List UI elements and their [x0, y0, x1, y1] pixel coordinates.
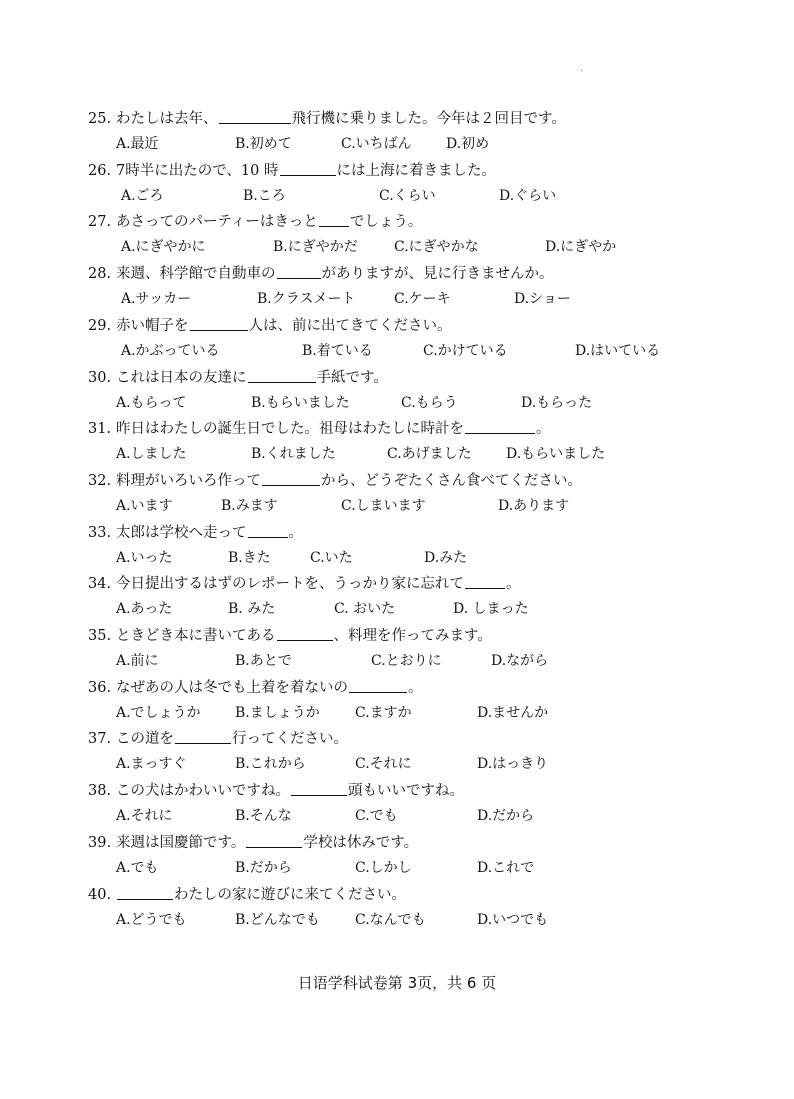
question-stem	[88, 470, 582, 492]
question-number: 35.	[88, 628, 112, 644]
answer-blank	[349, 678, 407, 693]
stem-text-after: 手紙です。	[316, 369, 388, 386]
question-number: 37.	[88, 731, 112, 748]
option-c: C.ケーキ	[394, 291, 451, 308]
stem-text-after: 。	[536, 421, 551, 438]
option-b: B.クラスメート	[257, 291, 356, 308]
question-stem	[88, 832, 418, 854]
option-c: C.しかし	[355, 859, 412, 876]
question-34	[88, 573, 728, 621]
stem-text-after: 学校は休みです。	[303, 834, 419, 851]
question-number: 34.	[88, 576, 112, 593]
answer-blank	[175, 729, 231, 744]
stem-text-before: これは日本の友達に	[116, 369, 247, 386]
question-stem	[88, 160, 496, 182]
stem-text-before: 太郎は学校へ走って	[116, 524, 247, 541]
option-c: C.なんでも	[355, 911, 426, 928]
option-b: B.着ている	[302, 342, 373, 359]
option-d: D.にぎやか	[545, 239, 617, 256]
option-b: B.だから	[235, 859, 292, 876]
stem-text-after: 。	[506, 576, 521, 593]
question-number: 30.	[88, 369, 112, 386]
option-a: A.サッカー	[121, 291, 192, 308]
question-number: 32.	[88, 472, 112, 489]
question-number: 33.	[88, 524, 112, 541]
option-d: D.これで	[477, 859, 535, 876]
question-number: 40.	[88, 886, 112, 903]
answer-blank	[465, 574, 505, 589]
question-stem	[88, 573, 521, 595]
option-b: B.あとで	[235, 653, 292, 669]
option-c: C.でも	[355, 808, 398, 825]
stem-text-before: この犬はかわいいですね。	[116, 783, 290, 800]
answer-blank	[248, 523, 288, 538]
stem-text-after: 飛行機に乗りました。今年は２回目です。	[291, 111, 566, 127]
question-stem	[88, 625, 492, 647]
stem-text-after: 人は、前に出てきてください。	[248, 317, 452, 334]
question-39	[88, 832, 728, 880]
answer-blank	[280, 161, 336, 176]
option-d: D.もらいました	[506, 446, 606, 463]
option-c: C.いちばん	[341, 136, 412, 152]
answer-blank	[277, 626, 333, 641]
question-number: 39.	[88, 834, 112, 851]
question-stem	[88, 780, 464, 802]
stem-text-after: から、どうぞたくさん食べてください。	[321, 472, 582, 489]
stem-text-before: あさってのパーティーはきっと	[116, 214, 318, 231]
option-a: A.どうでも	[116, 911, 187, 928]
question-number: 31.	[88, 421, 112, 438]
option-b: B.みます	[221, 497, 278, 514]
stem-text-after: 。	[288, 524, 303, 541]
option-c: C.あげました	[387, 446, 472, 463]
question-33	[88, 522, 728, 570]
question-stem	[88, 108, 566, 130]
option-d: D.あります	[498, 497, 570, 514]
option-a: A.もらって	[116, 394, 187, 411]
option-d: D. しまった	[453, 601, 529, 618]
question-number: 26.	[88, 162, 112, 179]
stem-text-before: 料理がいろいろ作って	[116, 472, 261, 489]
question-stem	[88, 884, 406, 906]
question-number: 29.	[88, 317, 112, 334]
stem-text-after: には上海に着きました。	[336, 162, 496, 179]
option-a: A.まっすぐ	[116, 756, 187, 773]
option-b: B.くれました	[251, 446, 336, 463]
option-b: B. みた	[228, 601, 276, 618]
option-d: D.ショー	[514, 291, 571, 308]
question-number: 25.	[88, 111, 112, 127]
question-28	[88, 263, 728, 311]
question-35	[88, 625, 728, 673]
stem-text-before: なぜあの人は冬でも上着を着ないの	[116, 679, 348, 696]
answer-blank	[190, 316, 248, 331]
answer-blank	[248, 368, 316, 383]
option-a: A.あった	[116, 601, 173, 618]
stem-text-before: 来週、科学館で自動車の	[116, 266, 276, 283]
question-stem	[88, 418, 551, 440]
answer-blank	[219, 109, 291, 124]
question-31	[88, 418, 728, 466]
stem-text-before: 来週は国慶節です。	[116, 834, 246, 851]
stem-text-after: がありますが、見に行きませんか。	[321, 266, 554, 283]
question-25	[88, 108, 728, 156]
option-d: D.はいている	[575, 342, 661, 359]
question-stem	[88, 367, 388, 389]
option-a: A.にぎやかに	[121, 239, 206, 256]
scan-dot: ·	[580, 66, 584, 77]
option-b: B.これから	[235, 756, 306, 773]
question-number: 38.	[88, 783, 112, 800]
option-a: A.しました	[116, 446, 187, 463]
question-40	[88, 884, 728, 932]
option-c: C.ますか	[355, 704, 412, 721]
stem-text-before: 赤い帽子を	[116, 317, 189, 334]
option-d: D.いつでも	[477, 911, 549, 928]
stem-text-after: 行ってください。	[232, 731, 348, 748]
question-26	[88, 160, 728, 208]
answer-blank	[246, 833, 302, 848]
option-c: C.にぎやかな	[394, 239, 479, 256]
stem-text-before: ときどき本に書いてある	[116, 628, 276, 644]
option-a: A.かぶっている	[121, 342, 220, 359]
question-stem	[88, 677, 423, 699]
option-b: B.にぎやかだ	[273, 239, 358, 256]
option-d: D.ませんか	[477, 704, 549, 721]
answer-blank	[291, 781, 347, 796]
answer-blank	[465, 419, 535, 434]
option-d: D.みた	[424, 549, 468, 566]
question-number: 28.	[88, 266, 112, 283]
stem-text-after: 頭もいいですね。	[348, 783, 464, 800]
option-c: C.いた	[310, 549, 353, 566]
option-b: B.初めて	[235, 136, 292, 152]
question-stem	[88, 728, 348, 750]
question-37	[88, 728, 728, 776]
question-29	[88, 315, 728, 363]
option-b: B.どんなでも	[235, 911, 320, 928]
answer-blank	[277, 264, 321, 279]
option-b: B.ましょうか	[235, 704, 320, 721]
option-c: C.くらい	[379, 187, 436, 204]
stem-text-before: わたしは去年、	[116, 111, 218, 127]
question-36	[88, 677, 728, 725]
stem-text-before: 昨日はわたしの誕生日でした。祖母はわたしに時計を	[116, 421, 464, 438]
question-stem	[88, 263, 554, 285]
option-a: A.最近	[116, 136, 159, 152]
stem-text-after: わたしの家に遊びに来てください。	[174, 886, 406, 903]
question-number: 27.	[88, 214, 112, 231]
option-a: A.前に	[116, 653, 159, 669]
option-d: D.ぐらい	[499, 187, 557, 204]
option-b: B.そんな	[235, 808, 292, 825]
option-d: D.だから	[477, 808, 535, 825]
option-a: A.ごろ	[121, 187, 164, 204]
option-d: D.初め	[446, 136, 490, 152]
option-c: C.とおりに	[371, 653, 442, 669]
option-b: B.もらいました	[251, 394, 350, 411]
question-38	[88, 780, 728, 828]
option-c: C. おいた	[334, 601, 396, 618]
question-number: 36.	[88, 679, 112, 696]
stem-text-before: 7時半に出たので、10 時	[116, 162, 279, 179]
stem-text-before: 今日提出するはずのレポートを、うっかり家に忘れて	[116, 576, 464, 593]
option-b: B.きた	[228, 549, 271, 566]
option-a: A.それに	[116, 808, 173, 825]
question-stem	[88, 211, 422, 233]
option-a: A.でも	[116, 859, 159, 876]
answer-blank	[262, 471, 320, 486]
question-32	[88, 470, 728, 518]
page-footer: 日语学科试卷第 3页，共 6 页	[297, 974, 497, 992]
answer-blank	[319, 212, 349, 227]
question-30	[88, 367, 728, 415]
stem-text-before: この道を	[116, 731, 174, 748]
option-c: C.しまいます	[341, 497, 426, 514]
stem-text-after: 、料理を作ってみます。	[333, 628, 492, 644]
option-d: D.ながら	[491, 653, 549, 669]
option-c: C.それに	[355, 756, 412, 773]
option-d: D.もらった	[521, 394, 593, 411]
question-stem	[88, 522, 303, 544]
option-c: C.もらう	[401, 394, 458, 411]
stem-text-after: でしょう。	[349, 214, 423, 231]
question-27	[88, 211, 728, 259]
option-b: B.ころ	[243, 187, 286, 204]
option-c: C.かけている	[423, 342, 508, 359]
option-a: A.います	[116, 497, 173, 514]
stem-text-after: 。	[408, 679, 423, 696]
option-a: A.でしょうか	[116, 704, 201, 721]
question-stem	[88, 315, 452, 337]
option-a: A.いった	[116, 549, 173, 566]
answer-blank	[117, 885, 173, 900]
option-d: D.はっきり	[477, 756, 549, 773]
